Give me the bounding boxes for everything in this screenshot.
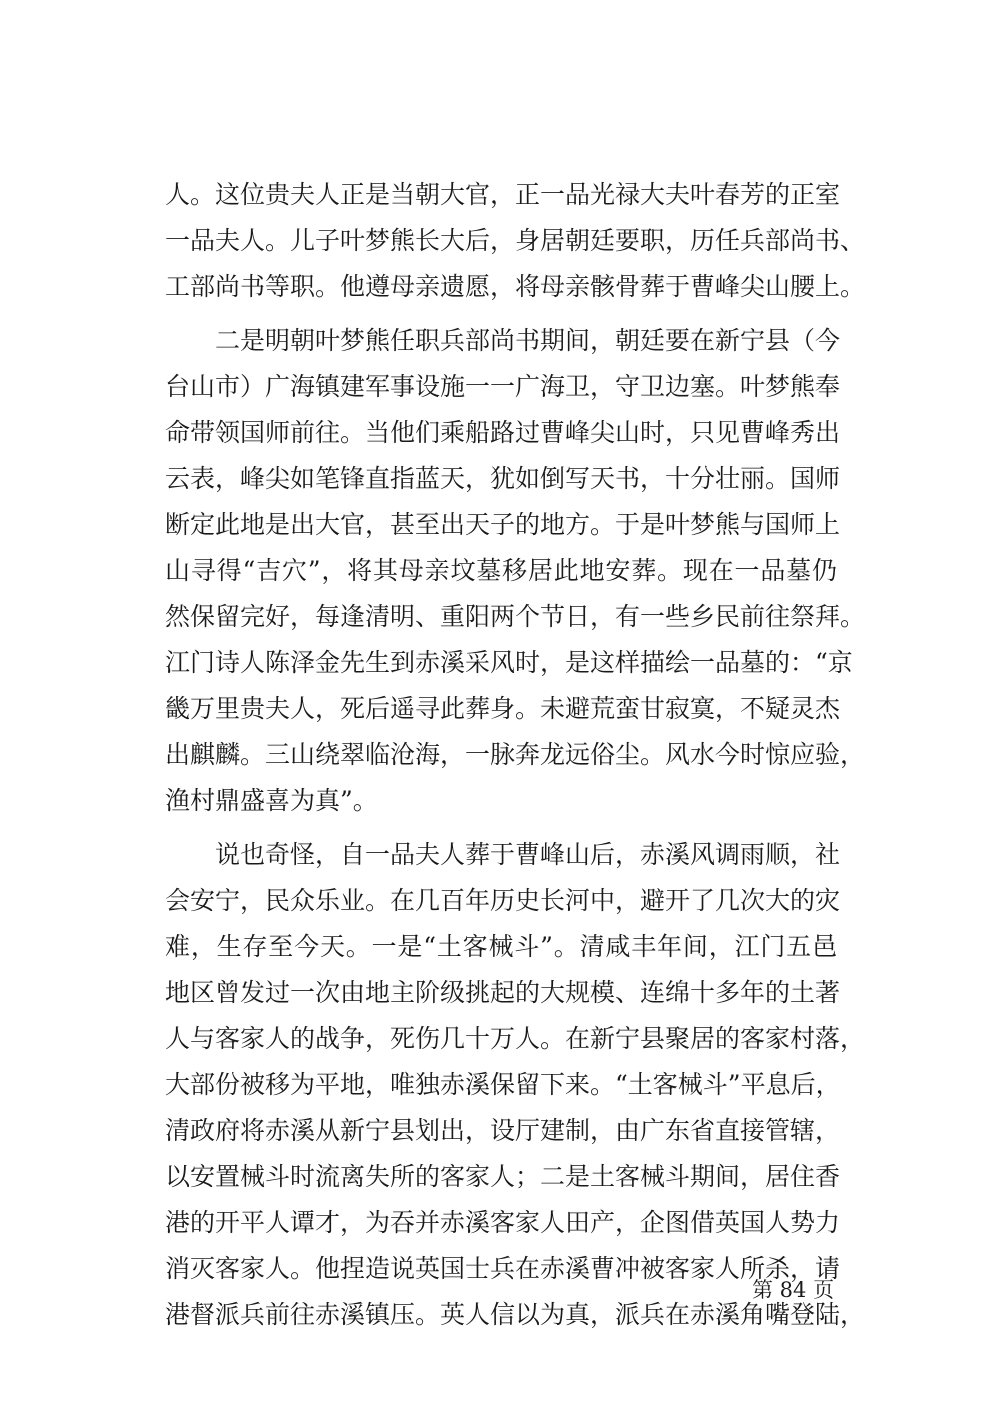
text-line: 港的开平人谭才，为吞并赤溪客家人田产，企图借英国人势力 xyxy=(165,1208,841,1237)
text-line: 二是明朝叶梦熊任职兵部尚书期间，朝廷要在新宁县（今 xyxy=(215,326,841,355)
paragraph-gap xyxy=(165,310,837,318)
text-line: 畿万里贵夫人，死后遥寻此葬身。未避荒蛮甘寂寞，不疑灵杰 xyxy=(165,694,841,723)
paragraph xyxy=(165,832,866,1338)
text-line: 地区曾发过一次由地主阶级挑起的大规模、连绵十多年的土著 xyxy=(165,978,841,1007)
text-line: 渔村鼎盛喜为真”。 xyxy=(165,786,378,815)
paragraph xyxy=(165,318,866,824)
text-line: 一品夫人。儿子叶梦熊长大后，身居朝廷要职，历任兵部尚书、 xyxy=(165,226,866,255)
text-line: 说也奇怪，自一品夫人葬于曹峰山后，赤溪风调雨顺，社 xyxy=(215,840,841,869)
text-line: 山寻得“吉穴”，将其母亲坟墓移居此地安葬。现在一品墓仍 xyxy=(165,556,837,585)
text-line: 命带领国师前往。当他们乘船路过曹峰尖山时，只见曹峰秀出 xyxy=(165,418,841,447)
text-line: 然保留完好，每逢清明、重阳两个节日，有一些乡民前往祭拜。 xyxy=(165,602,866,631)
text-line: 难，生存至今天。一是“土客械斗”。清咸丰年间，江门五邑 xyxy=(165,932,837,961)
paragraph-gap xyxy=(165,824,837,832)
text-line: 工部尚书等职。他遵母亲遗愿，将母亲骸骨葬于曹峰尖山腰上。 xyxy=(165,272,866,301)
text-line: 港督派兵前往赤溪镇压。英人信以为真，派兵在赤溪角嘴登陆， xyxy=(165,1300,866,1329)
text-line: 人与客家人的战争，死伤几十万人。在新宁县聚居的客家村落， xyxy=(165,1024,866,1053)
text-line: 出麒麟。三山绕翠临沧海，一脉奔龙远俗尘。风水今时惊应验， xyxy=(165,740,866,769)
text-line: 大部份被移为平地，唯独赤溪保留下来。“土客械斗”平息后， xyxy=(165,1070,841,1099)
text-line: 断定此地是出大官，甚至出天子的地方。于是叶梦熊与国师上 xyxy=(165,510,841,539)
text-line: 云表，峰尖如笔锋直指蓝天，犹如倒写天书，十分壮丽。国师 xyxy=(165,464,841,493)
paragraph xyxy=(165,172,866,310)
page-number: 第 84 页 xyxy=(752,1278,835,1302)
text-line: 台山市）广海镇建军事设施一一广海卫，守卫边塞。叶梦熊奉 xyxy=(165,372,841,401)
text-line: 清政府将赤溪从新宁县划出，设厅建制，由广东省直接管辖， xyxy=(165,1116,841,1145)
text-line: 会安宁，民众乐业。在几百年历史长河中，避开了几次大的灾 xyxy=(165,886,841,915)
text-line: 江门诗人陈泽金先生到赤溪采风时，是这样描绘一品墓的：“京 xyxy=(165,648,853,677)
text-line: 人。这位贵夫人正是当朝大官，正一品光禄大夫叶春芳的正室 xyxy=(165,180,841,209)
text-line: 以安置械斗时流离失所的客家人；二是土客械斗期间，居住香 xyxy=(165,1162,841,1191)
text-line: 消灭客家人。他捏造说英国士兵在赤溪曹冲被客家人所杀，请 xyxy=(165,1254,841,1283)
text-body xyxy=(165,172,866,1338)
